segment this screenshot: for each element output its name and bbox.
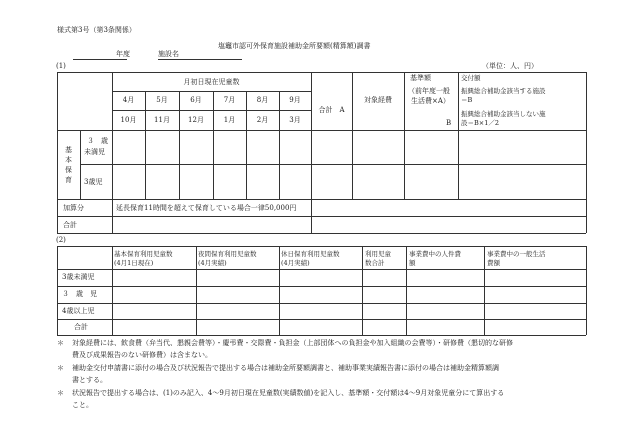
base-amount-title: 基準額 xyxy=(410,74,431,82)
month-cell: 5月 xyxy=(156,96,168,104)
table2-header: (4月1日現在) xyxy=(114,259,154,267)
under3-label: ３ 歳 xyxy=(87,137,108,145)
note-text: 補助金交付申請書に添付の場合及び状況報告で提出する場合は補助金所要額調書と、補助事業実績報告書に添付の場合は補助金精算額調 xyxy=(72,364,499,372)
base-amount-b: B xyxy=(446,119,452,127)
note-mark: ＊ xyxy=(57,339,64,347)
table2-header: 額 xyxy=(409,259,416,267)
month-cell: 3月 xyxy=(289,116,301,124)
month-cell: 11月 xyxy=(154,116,170,124)
under3-label: 未満児 xyxy=(84,148,105,156)
table2-header: (4月実績) xyxy=(281,259,310,267)
extra-text: 延長保育11時間を超えて保育している場合一律50,000円 xyxy=(116,204,297,212)
unit-label: （単位：人、円） xyxy=(482,62,538,70)
month-cell: 12月 xyxy=(188,116,204,124)
table2-header: 数合計 xyxy=(365,259,385,267)
extra-label: 加算分 xyxy=(63,204,84,212)
table2-header: 休日保育利用児童数 xyxy=(281,250,340,258)
note-text: 費及び成果報告のない研修費）は含まない。 xyxy=(72,351,212,359)
table2-header: 夜間保育利用児童数 xyxy=(198,250,257,258)
month-cell: 2月 xyxy=(256,116,269,124)
table1-number: (1) xyxy=(56,62,66,70)
note-text: 対象経費には、飲食費（弁当代、懇親会費等）・慶弔費・交際費・負担金（上部団体への負担金や加入組織の会費等）・研修費（懇切的な研修 xyxy=(72,339,513,347)
table2-header: (4月実績) xyxy=(198,259,227,267)
table2-header: 事業費中の人件費 xyxy=(409,250,461,258)
grant-title: 交付額 xyxy=(461,74,481,82)
basic-care-char: 本 xyxy=(65,156,72,164)
month-cell: 4月 xyxy=(122,96,135,104)
table2-number: (2) xyxy=(56,236,66,244)
month-cell: 7月 xyxy=(223,96,236,104)
basic-care-char: 基 xyxy=(65,146,72,154)
table2-row-label: 4歳以上児 xyxy=(62,307,95,315)
form-number: 様式第3号（第3条関係） xyxy=(57,26,136,34)
note-text: 状況報告で提出する場合は、(1)のみ記入、4～9月初日現在児童数(実績数値)を記入し、基準額・交付額は4～9月対象児童分にて算出する xyxy=(72,389,505,397)
grant-line: ＝B xyxy=(461,96,473,104)
note-text: 書とする。 xyxy=(72,376,107,384)
table2-header: 利用児童 xyxy=(365,250,391,258)
month-cell: 10月 xyxy=(120,116,137,124)
month-cell: 1月 xyxy=(223,116,236,124)
note-text: こと。 xyxy=(72,401,93,409)
year-label: 年度 xyxy=(116,50,130,58)
grant-line: 振興総合補助金該当する施設 xyxy=(461,87,546,95)
children-count-header: 月初日現在児童数 xyxy=(183,78,240,86)
month-cell: 6月 xyxy=(190,96,202,104)
page-title: 塩竈市認可外保育施設補助金所要額(精算額)調書 xyxy=(218,42,371,50)
total-a-header: 合計 A xyxy=(318,106,345,114)
grant-line: 設＝B×1／2 xyxy=(461,119,499,127)
target-cost-header: 対象経費 xyxy=(364,96,392,104)
table2-row-label: 3歳未満児 xyxy=(62,273,95,281)
table2-header: 費額 xyxy=(487,259,500,267)
table2-header: 事業費中の一般生活 xyxy=(487,250,546,258)
basic-care-char: 保 xyxy=(65,166,72,174)
table2-row-label: ３ 歳 児 xyxy=(62,290,97,298)
base-amount-detail: 生活費×A） xyxy=(411,97,450,105)
grant-line: 振興総合補助金該当しない施 xyxy=(461,110,546,118)
table2-row-label: 合計 xyxy=(74,323,88,331)
facility-underline xyxy=(158,59,242,60)
year-underline xyxy=(73,59,127,60)
note-mark: ＊ xyxy=(57,389,64,397)
base-amount-detail: （前年度一般 xyxy=(408,87,450,95)
table2-header: 基本保育利用児童数 xyxy=(114,250,173,258)
table1-total-label: 合計 xyxy=(63,221,77,229)
basic-care-char: 育 xyxy=(65,176,72,184)
month-cell: 9月 xyxy=(289,96,301,104)
age3-label: 3歳児 xyxy=(84,178,103,186)
month-cell: 8月 xyxy=(256,96,269,104)
note-mark: ＊ xyxy=(57,364,64,372)
facility-label: 施設名 xyxy=(158,50,179,58)
